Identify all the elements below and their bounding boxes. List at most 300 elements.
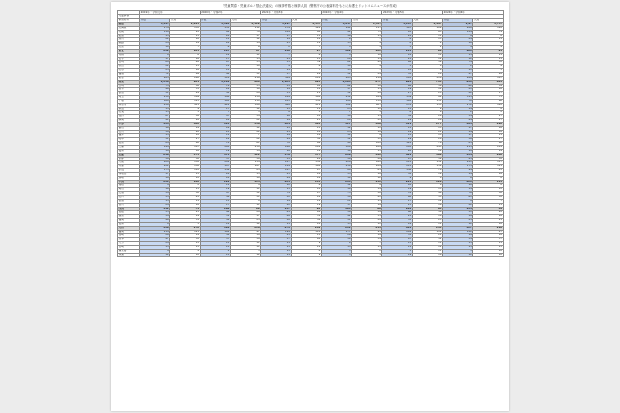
cases-cell: 17 <box>140 172 170 176</box>
persons-cell: 243 <box>412 146 442 150</box>
row-label: 中部 <box>118 122 140 126</box>
persons-cell: 961 <box>170 80 200 84</box>
cases-cell: 10 <box>382 184 412 188</box>
cases-cell: 19 <box>443 234 473 238</box>
row-label: 北見 <box>118 46 140 50</box>
cases-cell: 2 <box>261 46 291 50</box>
cases-cell: 223 <box>382 180 412 184</box>
cases-cell: 84 <box>140 142 170 146</box>
cases-cell: 11 <box>261 242 291 246</box>
persons-cell: 19 <box>170 215 200 219</box>
cases-cell: 17 <box>321 203 351 207</box>
cases-cell: 162 <box>382 207 412 211</box>
cases-cell: 14 <box>321 176 351 180</box>
cases-cell: 16 <box>443 42 473 46</box>
persons-cell: 2,29? <box>412 23 442 27</box>
persons-cell: 10 <box>473 222 503 226</box>
row-label: 近畿 <box>118 153 140 157</box>
cases-cell: 160 <box>140 99 170 103</box>
persons-cell: 24 <box>352 72 382 76</box>
cases-cell: 38 <box>321 195 351 199</box>
persons-cell: 422 <box>230 153 260 157</box>
persons-cell: 91 <box>473 49 503 53</box>
cases-cell: 276 <box>382 103 412 107</box>
persons-cell: 11 <box>473 53 503 57</box>
row-label: 長崎 <box>118 234 140 238</box>
cases-cell: 283 <box>140 76 170 80</box>
persons-cell: 9 <box>412 107 442 111</box>
persons-cell: 743 <box>412 80 442 84</box>
persons-cell: 14 <box>291 134 321 138</box>
cases-cell: 25 <box>261 172 291 176</box>
row-label: 岩手 <box>118 57 140 61</box>
persons-cell: 407 <box>352 103 382 107</box>
persons-cell: 6 <box>291 65 321 69</box>
cases-cell: 7 <box>321 111 351 115</box>
cases-cell: 32 <box>382 172 412 176</box>
category-header-label: 児童買春 <box>118 15 140 19</box>
year-header: 2023年・令和5年 <box>382 11 443 15</box>
persons-cell: 16 <box>473 88 503 92</box>
cases-cell: 13 <box>321 222 351 226</box>
cases-cell: 13 <box>140 245 170 249</box>
cases-cell: 15 <box>382 134 412 138</box>
cases-cell: 76 <box>382 192 412 196</box>
cases-cell: 23 <box>200 130 230 134</box>
persons-cell: 12 <box>412 57 442 61</box>
persons-cell: 156 <box>170 165 200 169</box>
row-label: 沖縄 <box>118 253 140 257</box>
cases-cell: 60 <box>382 211 412 215</box>
cases-cell: 1,118 <box>200 80 230 84</box>
persons-cell: 377 <box>291 153 321 157</box>
cases-cell: 47 <box>140 238 170 242</box>
cases-cell: 272 <box>443 103 473 107</box>
persons-cell: 23 <box>170 211 200 215</box>
persons-cell: 10 <box>473 249 503 253</box>
cases-cell: 78 <box>261 142 291 146</box>
cases-cell: 67 <box>382 238 412 242</box>
persons-cell: 34 <box>352 238 382 242</box>
cases-cell: 74 <box>443 61 473 65</box>
persons-cell: 121 <box>170 230 200 234</box>
row-label: 大阪 <box>118 161 140 165</box>
persons-cell: 18 <box>473 172 503 176</box>
cases-cell: 19 <box>443 149 473 153</box>
persons-cell: 31 <box>170 219 200 223</box>
cases-cell: 38 <box>200 234 230 238</box>
persons-cell: 19 <box>412 172 442 176</box>
cases-cell: 12 <box>200 53 230 57</box>
row-label: 関東 <box>118 80 140 84</box>
cases-cell: 41 <box>140 119 170 123</box>
cases-cell: 19 <box>261 119 291 123</box>
cases-cell: 37 <box>261 72 291 76</box>
persons-cell: 21 <box>352 119 382 123</box>
persons-cell: 31 <box>230 195 260 199</box>
cases-cell: 265 <box>200 146 230 150</box>
persons-cell: 11 <box>473 134 503 138</box>
cases-cell: 15 <box>443 53 473 57</box>
cases-cell: 153 <box>382 49 412 53</box>
row-label: 福島 <box>118 72 140 76</box>
persons-cell: 210 <box>473 226 503 230</box>
cases-cell: 13 <box>382 126 412 130</box>
cases-cell: 414 <box>140 122 170 126</box>
persons-cell: 97 <box>291 49 321 53</box>
persons-cell: 5 <box>352 46 382 50</box>
cases-cell: 21 <box>261 130 291 134</box>
cases-cell: 34 <box>140 192 170 196</box>
row-label: 秋田 <box>118 65 140 69</box>
persons-cell: 19 <box>473 149 503 153</box>
row-label: 総数 <box>118 23 140 27</box>
cases-cell: 1,204 <box>321 80 351 84</box>
persons-cell: 8 <box>473 42 503 46</box>
persons-cell: 35 <box>170 88 200 92</box>
cases-cell: 6 <box>382 42 412 46</box>
cases-cell: 13 <box>443 242 473 246</box>
cases-cell: 22 <box>140 65 170 69</box>
cases-cell: 67 <box>140 115 170 119</box>
cases-cell: 219 <box>261 165 291 169</box>
persons-cell: 405 <box>291 122 321 126</box>
row-label: 福井 <box>118 134 140 138</box>
cases-cell: 13 <box>261 245 291 249</box>
persons-cell: 18 <box>352 130 382 134</box>
persons-cell: 97 <box>230 230 260 234</box>
cases-cell: 9 <box>321 242 351 246</box>
cases-cell: 15 <box>261 188 291 192</box>
cases-cell: 15 <box>200 245 230 249</box>
persons-cell: 19 <box>291 203 321 207</box>
cases-cell: 24 <box>200 119 230 123</box>
cases-cell: 493 <box>443 122 473 126</box>
persons-cell: 142 <box>473 103 503 107</box>
cases-cell: 6 <box>443 176 473 180</box>
persons-cell: 117 <box>473 161 503 165</box>
cases-cell: 194 <box>261 230 291 234</box>
persons-cell: 10 <box>473 253 503 257</box>
persons-cell: 266 <box>473 153 503 157</box>
cases-cell: 1,161 <box>261 80 291 84</box>
persons-header: 人員 <box>352 19 382 23</box>
cases-cell: 61 <box>443 195 473 199</box>
persons-cell: 21 <box>412 130 442 134</box>
persons-cell: 15 <box>170 242 200 246</box>
persons-cell: 5 <box>291 111 321 115</box>
persons-cell: 14 <box>230 149 260 153</box>
cases-cell: 24 <box>140 203 170 207</box>
persons-cell: 9 <box>230 69 260 73</box>
persons-cell: 28 <box>291 157 321 161</box>
cases-cell: 12 <box>200 65 230 69</box>
persons-cell: 12 <box>352 176 382 180</box>
cases-cell: 21 <box>443 88 473 92</box>
cases-cell: 327 <box>443 226 473 230</box>
persons-cell: 5 <box>352 111 382 115</box>
persons-cell: 14 <box>412 88 442 92</box>
cases-cell: 94 <box>443 169 473 173</box>
year-header: 2024年・令和6年 <box>443 11 504 15</box>
persons-cell: 21 <box>291 92 321 96</box>
persons-cell: 30 <box>230 157 260 161</box>
cases-cell: 202 <box>200 161 230 165</box>
cases-cell: 582 <box>321 103 351 107</box>
cases-cell: 12 <box>140 253 170 257</box>
cases-cell: 448 <box>261 103 291 107</box>
persons-cell: 18 <box>412 215 442 219</box>
persons-cell: 165 <box>170 49 200 53</box>
cases-cell: 11 <box>382 245 412 249</box>
cases-cell: 191 <box>200 180 230 184</box>
persons-cell: 11 <box>412 53 442 57</box>
cases-cell: 9 <box>321 38 351 42</box>
cases-cell: 648 <box>321 153 351 157</box>
persons-cell: 115 <box>230 180 260 184</box>
cases-cell: 18 <box>443 215 473 219</box>
persons-cell: 75 <box>473 96 503 100</box>
cases-cell: 23 <box>382 203 412 207</box>
cases-cell: 20 <box>382 149 412 153</box>
persons-cell: 11 <box>352 222 382 226</box>
persons-cell: 187 <box>170 146 200 150</box>
persons-cell: 13 <box>473 245 503 249</box>
persons-cell: 34 <box>291 219 321 223</box>
cases-cell: 222 <box>140 165 170 169</box>
cases-cell: 3 <box>382 65 412 69</box>
cases-cell: 35 <box>321 172 351 176</box>
persons-cell: 14 <box>170 126 200 130</box>
persons-cell: 34 <box>230 115 260 119</box>
persons-cell: 8 <box>473 184 503 188</box>
persons-cell: 28 <box>230 211 260 215</box>
cases-cell: 147 <box>261 169 291 173</box>
persons-cell: 8 <box>473 34 503 38</box>
cases-cell: 23 <box>261 234 291 238</box>
persons-cell: 16 <box>473 126 503 130</box>
cases-cell: 17 <box>200 107 230 111</box>
persons-cell: 12 <box>412 245 442 249</box>
persons-cell: 60 <box>473 99 503 103</box>
persons-cell: 11 <box>473 203 503 207</box>
cases-cell: 12 <box>382 53 412 57</box>
cases-cell: 46 <box>140 88 170 92</box>
persons-cell: 262 <box>170 76 200 80</box>
persons-cell: 9 <box>352 42 382 46</box>
persons-cell: 50 <box>352 84 382 88</box>
cases-cell: 17 <box>443 134 473 138</box>
persons-cell: 78 <box>412 169 442 173</box>
cases-cell: 48 <box>261 215 291 219</box>
persons-cell: 50 <box>473 192 503 196</box>
persons-cell: 11 <box>170 199 200 203</box>
row-label: 熊本 <box>118 238 140 242</box>
persons-cell: 475 <box>170 153 200 157</box>
persons-cell: 13 <box>352 88 382 92</box>
cases-cell: 317 <box>321 122 351 126</box>
persons-cell: 895 <box>291 80 321 84</box>
cases-cell: 17 <box>200 57 230 61</box>
persons-cell: 18 <box>352 172 382 176</box>
cases-cell: 12 <box>443 222 473 226</box>
persons-cell: 14 <box>291 88 321 92</box>
persons-cell: 12 <box>230 107 260 111</box>
persons-cell: 6 <box>291 53 321 57</box>
persons-cell: 64 <box>170 72 200 76</box>
persons-cell: 13 <box>170 34 200 38</box>
persons-cell: 63 <box>352 169 382 173</box>
persons-cell: 110 <box>230 99 260 103</box>
persons-cell: 22 <box>230 119 260 123</box>
persons-cell: 27 <box>170 138 200 142</box>
persons-cell: 44 <box>291 211 321 215</box>
cases-cell: 22 <box>443 203 473 207</box>
persons-cell: 28 <box>230 92 260 96</box>
persons-cell: 32 <box>473 61 503 65</box>
persons-cell: 28 <box>412 138 442 142</box>
cases-cell: 69 <box>140 61 170 65</box>
row-label: 佐賀 <box>118 222 140 226</box>
persons-cell: 18 <box>291 172 321 176</box>
persons-cell: 906 <box>230 80 260 84</box>
persons-cell: 11 <box>473 38 503 42</box>
cases-cell: 47 <box>200 115 230 119</box>
persons-cell: 11 <box>412 242 442 246</box>
cases-cell: 157 <box>261 207 291 211</box>
cases-cell: 24 <box>200 42 230 46</box>
cases-cell: 246 <box>261 146 291 150</box>
persons-cell: 8 <box>352 134 382 138</box>
persons-cell: 31 <box>352 138 382 142</box>
cases-cell: 32 <box>321 138 351 142</box>
persons-cell: 126 <box>412 180 442 184</box>
persons-cell: 24 <box>170 92 200 96</box>
persons-cell: 242 <box>291 146 321 150</box>
persons-cell: 158 <box>170 161 200 165</box>
cases-cell: 53 <box>140 195 170 199</box>
persons-cell: 39 <box>412 61 442 65</box>
persons-cell: 92 <box>291 207 321 211</box>
persons-cell: 52 <box>412 238 442 242</box>
cases-cell: 911 <box>443 80 473 84</box>
persons-cell: 2,529 <box>230 23 260 27</box>
row-label: 富山 <box>118 126 140 130</box>
persons-cell: 33 <box>352 215 382 219</box>
persons-cell: 44 <box>291 84 321 88</box>
row-label: 千葉 <box>118 99 140 103</box>
row-label: 函館 <box>118 34 140 38</box>
cases-cell: 34 <box>140 215 170 219</box>
cases-cell: 19 <box>321 188 351 192</box>
cases-cell: 10 <box>140 46 170 50</box>
cases-cell: 162 <box>321 49 351 53</box>
persons-cell: 230 <box>230 146 260 150</box>
cases-cell: 167 <box>200 49 230 53</box>
cases-cell: 271 <box>261 226 291 230</box>
cases-cell: 227 <box>261 161 291 165</box>
cases-cell: 136 <box>382 169 412 173</box>
persons-cell: 162 <box>352 161 382 165</box>
persons-cell: 30 <box>170 157 200 161</box>
persons-cell: 23 <box>412 219 442 223</box>
cases-cell: 20 <box>321 119 351 123</box>
cases-cell: 3,394 <box>200 23 230 27</box>
persons-cell: 59 <box>473 207 503 211</box>
persons-header: 人員 <box>412 19 442 23</box>
cases-cell: 244 <box>321 180 351 184</box>
persons-cell: 36 <box>412 84 442 88</box>
persons-cell: 128 <box>473 26 503 30</box>
row-label: 愛知 <box>118 142 140 146</box>
cases-cell: 22 <box>200 138 230 142</box>
cases-cell: 99 <box>321 142 351 146</box>
persons-cell: 13 <box>291 126 321 130</box>
cases-cell: 203 <box>261 99 291 103</box>
cases-cell: 313 <box>443 96 473 100</box>
cases-cell: 47 <box>443 72 473 76</box>
persons-cell: 121 <box>473 165 503 169</box>
cases-cell: 13 <box>140 199 170 203</box>
persons-cell: 128 <box>291 26 321 30</box>
row-label: 和歌山 <box>118 172 140 176</box>
persons-cell: 130 <box>352 99 382 103</box>
persons-header: 人員 <box>170 19 200 23</box>
persons-cell: 8 <box>412 65 442 69</box>
cases-cell: 18 <box>140 176 170 180</box>
persons-cell: 89 <box>352 207 382 211</box>
persons-cell: 40 <box>291 238 321 242</box>
persons-cell: 17 <box>230 215 260 219</box>
persons-cell: 665 <box>473 80 503 84</box>
cases-cell: 53 <box>140 211 170 215</box>
row-label: 岡山 <box>118 188 140 192</box>
cases-cell: 22 <box>443 92 473 96</box>
persons-cell: 32 <box>170 238 200 242</box>
persons-cell: 7 <box>170 46 200 50</box>
persons-cell: 85 <box>230 169 260 173</box>
persons-cell: 25 <box>412 92 442 96</box>
cases-cell: 23 <box>140 69 170 73</box>
cases-cell: 9 <box>443 34 473 38</box>
persons-cell: 13 <box>412 126 442 130</box>
persons-cell: 213 <box>352 226 382 230</box>
cases-cell: 214 <box>140 230 170 234</box>
row-label: 島根 <box>118 184 140 188</box>
persons-cell: 11 <box>473 57 503 61</box>
persons-cell: 15 <box>230 172 260 176</box>
persons-cell: 14 <box>170 234 200 238</box>
persons-cell: 3 <box>230 249 260 253</box>
persons-cell: 6 <box>291 184 321 188</box>
cases-cell: 16 <box>321 34 351 38</box>
cases-cell: 11 <box>443 69 473 73</box>
persons-cell: 6 <box>473 176 503 180</box>
cases-cell: 24 <box>261 176 291 180</box>
persons-cell: 360 <box>412 153 442 157</box>
persons-cell: 11 <box>412 34 442 38</box>
persons-cell: 20 <box>412 72 442 76</box>
persons-cell: 28 <box>352 157 382 161</box>
persons-cell: 9 <box>291 253 321 257</box>
cases-cell: 31 <box>382 234 412 238</box>
persons-cell: 63 <box>412 30 442 34</box>
persons-cell: 93 <box>352 230 382 234</box>
document-title: 「児童買春・児童ポルノ禁止法違反」の検挙件数と検挙人員（警察庁の公表資料をもとに弁護士ドットコムニュースが作成） <box>221 4 399 8</box>
persons-cell: 74 <box>170 207 200 211</box>
persons-cell: 18 <box>412 253 442 257</box>
cases-cell: 13 <box>321 42 351 46</box>
